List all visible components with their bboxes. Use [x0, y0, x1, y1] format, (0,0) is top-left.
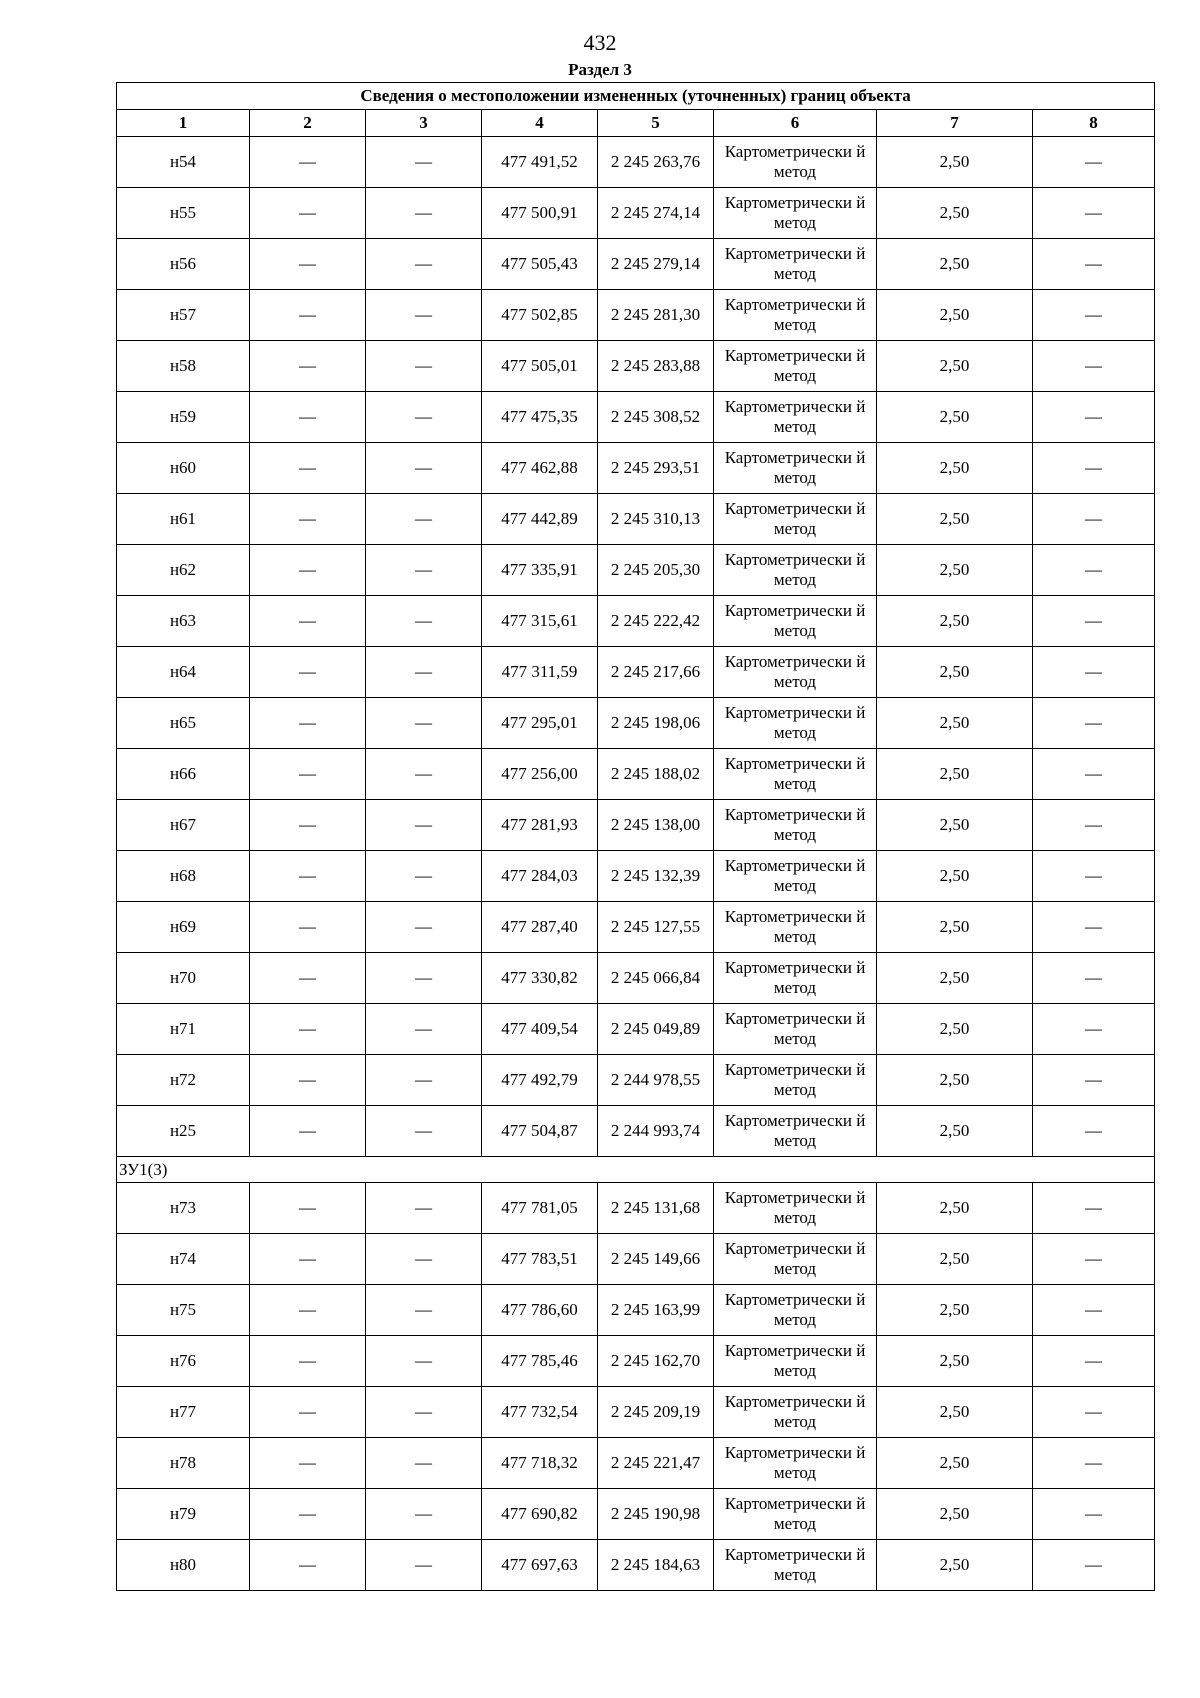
section-title: Раздел 3	[568, 60, 632, 79]
col8-value-cell: —	[1033, 749, 1155, 800]
accuracy-cell: 2,50	[877, 1285, 1033, 1336]
y-coordinate-cell: 2 245 188,02	[598, 749, 714, 800]
column-number-3: 3	[366, 110, 482, 137]
y-coordinate-cell: 2 245 279,14	[598, 239, 714, 290]
col8-value-cell: —	[1033, 1540, 1155, 1591]
col2-value-cell: —	[250, 953, 366, 1004]
col2-value-cell: —	[250, 1004, 366, 1055]
x-coordinate-cell: 477 462,88	[482, 443, 598, 494]
x-coordinate-cell: 477 491,52	[482, 137, 598, 188]
accuracy-cell: 2,50	[877, 1438, 1033, 1489]
accuracy-cell: 2,50	[877, 1004, 1033, 1055]
point-name-cell: н67	[117, 800, 250, 851]
table-row	[117, 1489, 1155, 1540]
method-cell: Картометрически й метод	[714, 188, 877, 239]
col3-value-cell: —	[366, 902, 482, 953]
point-name-cell: н56	[117, 239, 250, 290]
col8-value-cell: —	[1033, 698, 1155, 749]
table-caption-row	[117, 83, 1155, 110]
group-label: ЗУ1(3)	[117, 1157, 1155, 1183]
x-coordinate-cell: 477 690,82	[482, 1489, 598, 1540]
point-name-cell: н59	[117, 392, 250, 443]
col3-value-cell: —	[366, 188, 482, 239]
y-coordinate-cell: 2 245 263,76	[598, 137, 714, 188]
method-cell: Картометрически й метод	[714, 1285, 877, 1336]
point-name-cell: н55	[117, 188, 250, 239]
point-name-cell: н62	[117, 545, 250, 596]
y-coordinate-cell: 2 245 066,84	[598, 953, 714, 1004]
col8-value-cell: —	[1033, 1106, 1155, 1157]
table-row	[117, 800, 1155, 851]
x-coordinate-cell: 477 330,82	[482, 953, 598, 1004]
method-cell: Картометрически й метод	[714, 647, 877, 698]
col8-value-cell: —	[1033, 341, 1155, 392]
boundary-coordinates-table	[116, 82, 1155, 1591]
y-coordinate-cell: 2 245 310,13	[598, 494, 714, 545]
col3-value-cell: —	[366, 1489, 482, 1540]
method-cell: Картометрически й метод	[714, 1336, 877, 1387]
col3-value-cell: —	[366, 698, 482, 749]
method-cell: Картометрически й метод	[714, 902, 877, 953]
col2-value-cell: —	[250, 290, 366, 341]
col8-value-cell: —	[1033, 443, 1155, 494]
column-number-row	[117, 110, 1155, 137]
accuracy-cell: 2,50	[877, 290, 1033, 341]
col2-value-cell: —	[250, 188, 366, 239]
method-cell: Картометрически й метод	[714, 1106, 877, 1157]
method-cell: Картометрически й метод	[714, 239, 877, 290]
point-name-cell: н75	[117, 1285, 250, 1336]
point-name-cell: н65	[117, 698, 250, 749]
column-number-2: 2	[250, 110, 366, 137]
y-coordinate-cell: 2 245 190,98	[598, 1489, 714, 1540]
point-name-cell: н57	[117, 290, 250, 341]
table-row	[117, 1387, 1155, 1438]
x-coordinate-cell: 477 335,91	[482, 545, 598, 596]
col8-value-cell: —	[1033, 494, 1155, 545]
table-row	[117, 647, 1155, 698]
accuracy-cell: 2,50	[877, 1336, 1033, 1387]
method-cell: Картометрически й метод	[714, 1004, 877, 1055]
accuracy-cell: 2,50	[877, 545, 1033, 596]
accuracy-cell: 2,50	[877, 1234, 1033, 1285]
method-cell: Картометрически й метод	[714, 1387, 877, 1438]
method-cell: Картометрически й метод	[714, 1234, 877, 1285]
col3-value-cell: —	[366, 1336, 482, 1387]
y-coordinate-cell: 2 245 149,66	[598, 1234, 714, 1285]
col8-value-cell: —	[1033, 596, 1155, 647]
col3-value-cell: —	[366, 290, 482, 341]
accuracy-cell: 2,50	[877, 1183, 1033, 1234]
col3-value-cell: —	[366, 1004, 482, 1055]
column-number-8: 8	[1033, 110, 1155, 137]
col2-value-cell: —	[250, 1106, 366, 1157]
col8-value-cell: —	[1033, 1489, 1155, 1540]
point-name-cell: н58	[117, 341, 250, 392]
column-number-4: 4	[482, 110, 598, 137]
point-name-cell: н66	[117, 749, 250, 800]
col8-value-cell: —	[1033, 647, 1155, 698]
accuracy-cell: 2,50	[877, 1540, 1033, 1591]
x-coordinate-cell: 477 295,01	[482, 698, 598, 749]
method-cell: Картометрически й метод	[714, 1489, 877, 1540]
accuracy-cell: 2,50	[877, 698, 1033, 749]
method-cell: Картометрически й метод	[714, 494, 877, 545]
page-number: 432	[583, 30, 617, 55]
x-coordinate-cell: 477 785,46	[482, 1336, 598, 1387]
col8-value-cell: —	[1033, 1336, 1155, 1387]
method-cell: Картометрически й метод	[714, 290, 877, 341]
accuracy-cell: 2,50	[877, 443, 1033, 494]
col2-value-cell: —	[250, 443, 366, 494]
method-cell: Картометрически й метод	[714, 545, 877, 596]
table-row	[117, 290, 1155, 341]
method-cell: Картометрически й метод	[714, 392, 877, 443]
table-row	[117, 1004, 1155, 1055]
col3-value-cell: —	[366, 494, 482, 545]
group-header-row	[117, 1157, 1155, 1183]
col2-value-cell: —	[250, 1540, 366, 1591]
accuracy-cell: 2,50	[877, 341, 1033, 392]
column-number-6: 6	[714, 110, 877, 137]
accuracy-cell: 2,50	[877, 851, 1033, 902]
table-body	[117, 137, 1155, 1591]
y-coordinate-cell: 2 245 221,47	[598, 1438, 714, 1489]
y-coordinate-cell: 2 245 222,42	[598, 596, 714, 647]
method-cell: Картометрически й метод	[714, 137, 877, 188]
table-row	[117, 851, 1155, 902]
col3-value-cell: —	[366, 1540, 482, 1591]
y-coordinate-cell: 2 245 127,55	[598, 902, 714, 953]
col8-value-cell: —	[1033, 137, 1155, 188]
col3-value-cell: —	[366, 1183, 482, 1234]
table-row	[117, 1336, 1155, 1387]
col2-value-cell: —	[250, 1336, 366, 1387]
col2-value-cell: —	[250, 1387, 366, 1438]
y-coordinate-cell: 2 245 283,88	[598, 341, 714, 392]
col3-value-cell: —	[366, 1055, 482, 1106]
y-coordinate-cell: 2 245 131,68	[598, 1183, 714, 1234]
point-name-cell: н74	[117, 1234, 250, 1285]
table-row	[117, 1540, 1155, 1591]
method-cell: Картометрически й метод	[714, 800, 877, 851]
col3-value-cell: —	[366, 596, 482, 647]
accuracy-cell: 2,50	[877, 1489, 1033, 1540]
col2-value-cell: —	[250, 749, 366, 800]
col8-value-cell: —	[1033, 1234, 1155, 1285]
accuracy-cell: 2,50	[877, 800, 1033, 851]
col3-value-cell: —	[366, 1387, 482, 1438]
accuracy-cell: 2,50	[877, 1387, 1033, 1438]
method-cell: Картометрически й метод	[714, 953, 877, 1004]
method-cell: Картометрически й метод	[714, 1540, 877, 1591]
accuracy-cell: 2,50	[877, 188, 1033, 239]
y-coordinate-cell: 2 245 293,51	[598, 443, 714, 494]
col2-value-cell: —	[250, 392, 366, 443]
table-row	[117, 698, 1155, 749]
x-coordinate-cell: 477 281,93	[482, 800, 598, 851]
col2-value-cell: —	[250, 494, 366, 545]
point-name-cell: н69	[117, 902, 250, 953]
y-coordinate-cell: 2 244 978,55	[598, 1055, 714, 1106]
col3-value-cell: —	[366, 1285, 482, 1336]
method-cell: Картометрически й метод	[714, 596, 877, 647]
y-coordinate-cell: 2 245 049,89	[598, 1004, 714, 1055]
point-name-cell: н73	[117, 1183, 250, 1234]
table-row	[117, 341, 1155, 392]
x-coordinate-cell: 477 504,87	[482, 1106, 598, 1157]
col2-value-cell: —	[250, 1234, 366, 1285]
point-name-cell: н72	[117, 1055, 250, 1106]
y-coordinate-cell: 2 245 132,39	[598, 851, 714, 902]
x-coordinate-cell: 477 505,43	[482, 239, 598, 290]
point-name-cell: н54	[117, 137, 250, 188]
table-row	[117, 137, 1155, 188]
table-caption: Сведения о местоположении измененных (уточненных) границ объекта	[117, 83, 1155, 110]
x-coordinate-cell: 477 732,54	[482, 1387, 598, 1438]
point-name-cell: н70	[117, 953, 250, 1004]
method-cell: Картометрически й метод	[714, 1438, 877, 1489]
col2-value-cell: —	[250, 596, 366, 647]
table-row	[117, 902, 1155, 953]
table-row	[117, 545, 1155, 596]
col3-value-cell: —	[366, 647, 482, 698]
col8-value-cell: —	[1033, 392, 1155, 443]
accuracy-cell: 2,50	[877, 494, 1033, 545]
y-coordinate-cell: 2 245 198,06	[598, 698, 714, 749]
point-name-cell: н60	[117, 443, 250, 494]
x-coordinate-cell: 477 718,32	[482, 1438, 598, 1489]
accuracy-cell: 2,50	[877, 953, 1033, 1004]
accuracy-cell: 2,50	[877, 1106, 1033, 1157]
accuracy-cell: 2,50	[877, 647, 1033, 698]
x-coordinate-cell: 477 505,01	[482, 341, 598, 392]
col3-value-cell: —	[366, 137, 482, 188]
table-row	[117, 494, 1155, 545]
column-number-1: 1	[117, 110, 250, 137]
col8-value-cell: —	[1033, 902, 1155, 953]
method-cell: Картометрически й метод	[714, 1183, 877, 1234]
col3-value-cell: —	[366, 749, 482, 800]
column-number-7: 7	[877, 110, 1033, 137]
accuracy-cell: 2,50	[877, 239, 1033, 290]
col2-value-cell: —	[250, 902, 366, 953]
col8-value-cell: —	[1033, 545, 1155, 596]
method-cell: Картометрически й метод	[714, 443, 877, 494]
point-name-cell: н77	[117, 1387, 250, 1438]
x-coordinate-cell: 477 697,63	[482, 1540, 598, 1591]
col3-value-cell: —	[366, 341, 482, 392]
point-name-cell: н79	[117, 1489, 250, 1540]
col8-value-cell: —	[1033, 1285, 1155, 1336]
col8-value-cell: —	[1033, 1387, 1155, 1438]
col3-value-cell: —	[366, 239, 482, 290]
table-row	[117, 239, 1155, 290]
col8-value-cell: —	[1033, 1438, 1155, 1489]
y-coordinate-cell: 2 245 162,70	[598, 1336, 714, 1387]
y-coordinate-cell: 2 245 205,30	[598, 545, 714, 596]
method-cell: Картометрически й метод	[714, 749, 877, 800]
col3-value-cell: —	[366, 1106, 482, 1157]
col2-value-cell: —	[250, 137, 366, 188]
col3-value-cell: —	[366, 443, 482, 494]
x-coordinate-cell: 477 315,61	[482, 596, 598, 647]
col2-value-cell: —	[250, 1285, 366, 1336]
accuracy-cell: 2,50	[877, 902, 1033, 953]
point-name-cell: н68	[117, 851, 250, 902]
table-row	[117, 188, 1155, 239]
x-coordinate-cell: 477 256,00	[482, 749, 598, 800]
x-coordinate-cell: 477 287,40	[482, 902, 598, 953]
col2-value-cell: —	[250, 1055, 366, 1106]
y-coordinate-cell: 2 245 281,30	[598, 290, 714, 341]
point-name-cell: н78	[117, 1438, 250, 1489]
col2-value-cell: —	[250, 1438, 366, 1489]
col3-value-cell: —	[366, 953, 482, 1004]
col3-value-cell: —	[366, 392, 482, 443]
table-row	[117, 749, 1155, 800]
point-name-cell: н63	[117, 596, 250, 647]
table-row	[117, 1183, 1155, 1234]
table-row	[117, 953, 1155, 1004]
y-coordinate-cell: 2 245 184,63	[598, 1540, 714, 1591]
col3-value-cell: —	[366, 1234, 482, 1285]
col8-value-cell: —	[1033, 1055, 1155, 1106]
point-name-cell: н64	[117, 647, 250, 698]
y-coordinate-cell: 2 245 217,66	[598, 647, 714, 698]
x-coordinate-cell: 477 500,91	[482, 188, 598, 239]
y-coordinate-cell: 2 245 274,14	[598, 188, 714, 239]
x-coordinate-cell: 477 284,03	[482, 851, 598, 902]
y-coordinate-cell: 2 245 308,52	[598, 392, 714, 443]
table-row	[117, 443, 1155, 494]
col2-value-cell: —	[250, 851, 366, 902]
point-name-cell: н71	[117, 1004, 250, 1055]
accuracy-cell: 2,50	[877, 596, 1033, 647]
y-coordinate-cell: 2 245 163,99	[598, 1285, 714, 1336]
point-name-cell: н76	[117, 1336, 250, 1387]
col8-value-cell: —	[1033, 953, 1155, 1004]
accuracy-cell: 2,50	[877, 137, 1033, 188]
point-name-cell: н61	[117, 494, 250, 545]
col8-value-cell: —	[1033, 1183, 1155, 1234]
y-coordinate-cell: 2 245 138,00	[598, 800, 714, 851]
col8-value-cell: —	[1033, 239, 1155, 290]
table-row	[117, 392, 1155, 443]
column-number-5: 5	[598, 110, 714, 137]
col3-value-cell: —	[366, 851, 482, 902]
accuracy-cell: 2,50	[877, 1055, 1033, 1106]
method-cell: Картометрически й метод	[714, 341, 877, 392]
table-row	[117, 596, 1155, 647]
col2-value-cell: —	[250, 1489, 366, 1540]
col2-value-cell: —	[250, 239, 366, 290]
y-coordinate-cell: 2 245 209,19	[598, 1387, 714, 1438]
col2-value-cell: —	[250, 698, 366, 749]
table-row	[117, 1055, 1155, 1106]
col3-value-cell: —	[366, 800, 482, 851]
point-name-cell: н25	[117, 1106, 250, 1157]
table-row	[117, 1234, 1155, 1285]
x-coordinate-cell: 477 492,79	[482, 1055, 598, 1106]
method-cell: Картометрически й метод	[714, 851, 877, 902]
col2-value-cell: —	[250, 545, 366, 596]
x-coordinate-cell: 477 475,35	[482, 392, 598, 443]
col3-value-cell: —	[366, 1438, 482, 1489]
x-coordinate-cell: 477 442,89	[482, 494, 598, 545]
x-coordinate-cell: 477 786,60	[482, 1285, 598, 1336]
col8-value-cell: —	[1033, 188, 1155, 239]
method-cell: Картометрически й метод	[714, 698, 877, 749]
accuracy-cell: 2,50	[877, 392, 1033, 443]
x-coordinate-cell: 477 311,59	[482, 647, 598, 698]
x-coordinate-cell: 477 409,54	[482, 1004, 598, 1055]
table-row	[117, 1106, 1155, 1157]
col3-value-cell: —	[366, 545, 482, 596]
method-cell: Картометрически й метод	[714, 1055, 877, 1106]
col2-value-cell: —	[250, 1183, 366, 1234]
col2-value-cell: —	[250, 647, 366, 698]
col8-value-cell: —	[1033, 800, 1155, 851]
x-coordinate-cell: 477 781,05	[482, 1183, 598, 1234]
table-row	[117, 1285, 1155, 1336]
col2-value-cell: —	[250, 341, 366, 392]
x-coordinate-cell: 477 502,85	[482, 290, 598, 341]
x-coordinate-cell: 477 783,51	[482, 1234, 598, 1285]
y-coordinate-cell: 2 244 993,74	[598, 1106, 714, 1157]
accuracy-cell: 2,50	[877, 749, 1033, 800]
point-name-cell: н80	[117, 1540, 250, 1591]
col8-value-cell: —	[1033, 851, 1155, 902]
table-row	[117, 1438, 1155, 1489]
col8-value-cell: —	[1033, 1004, 1155, 1055]
col2-value-cell: —	[250, 800, 366, 851]
col8-value-cell: —	[1033, 290, 1155, 341]
